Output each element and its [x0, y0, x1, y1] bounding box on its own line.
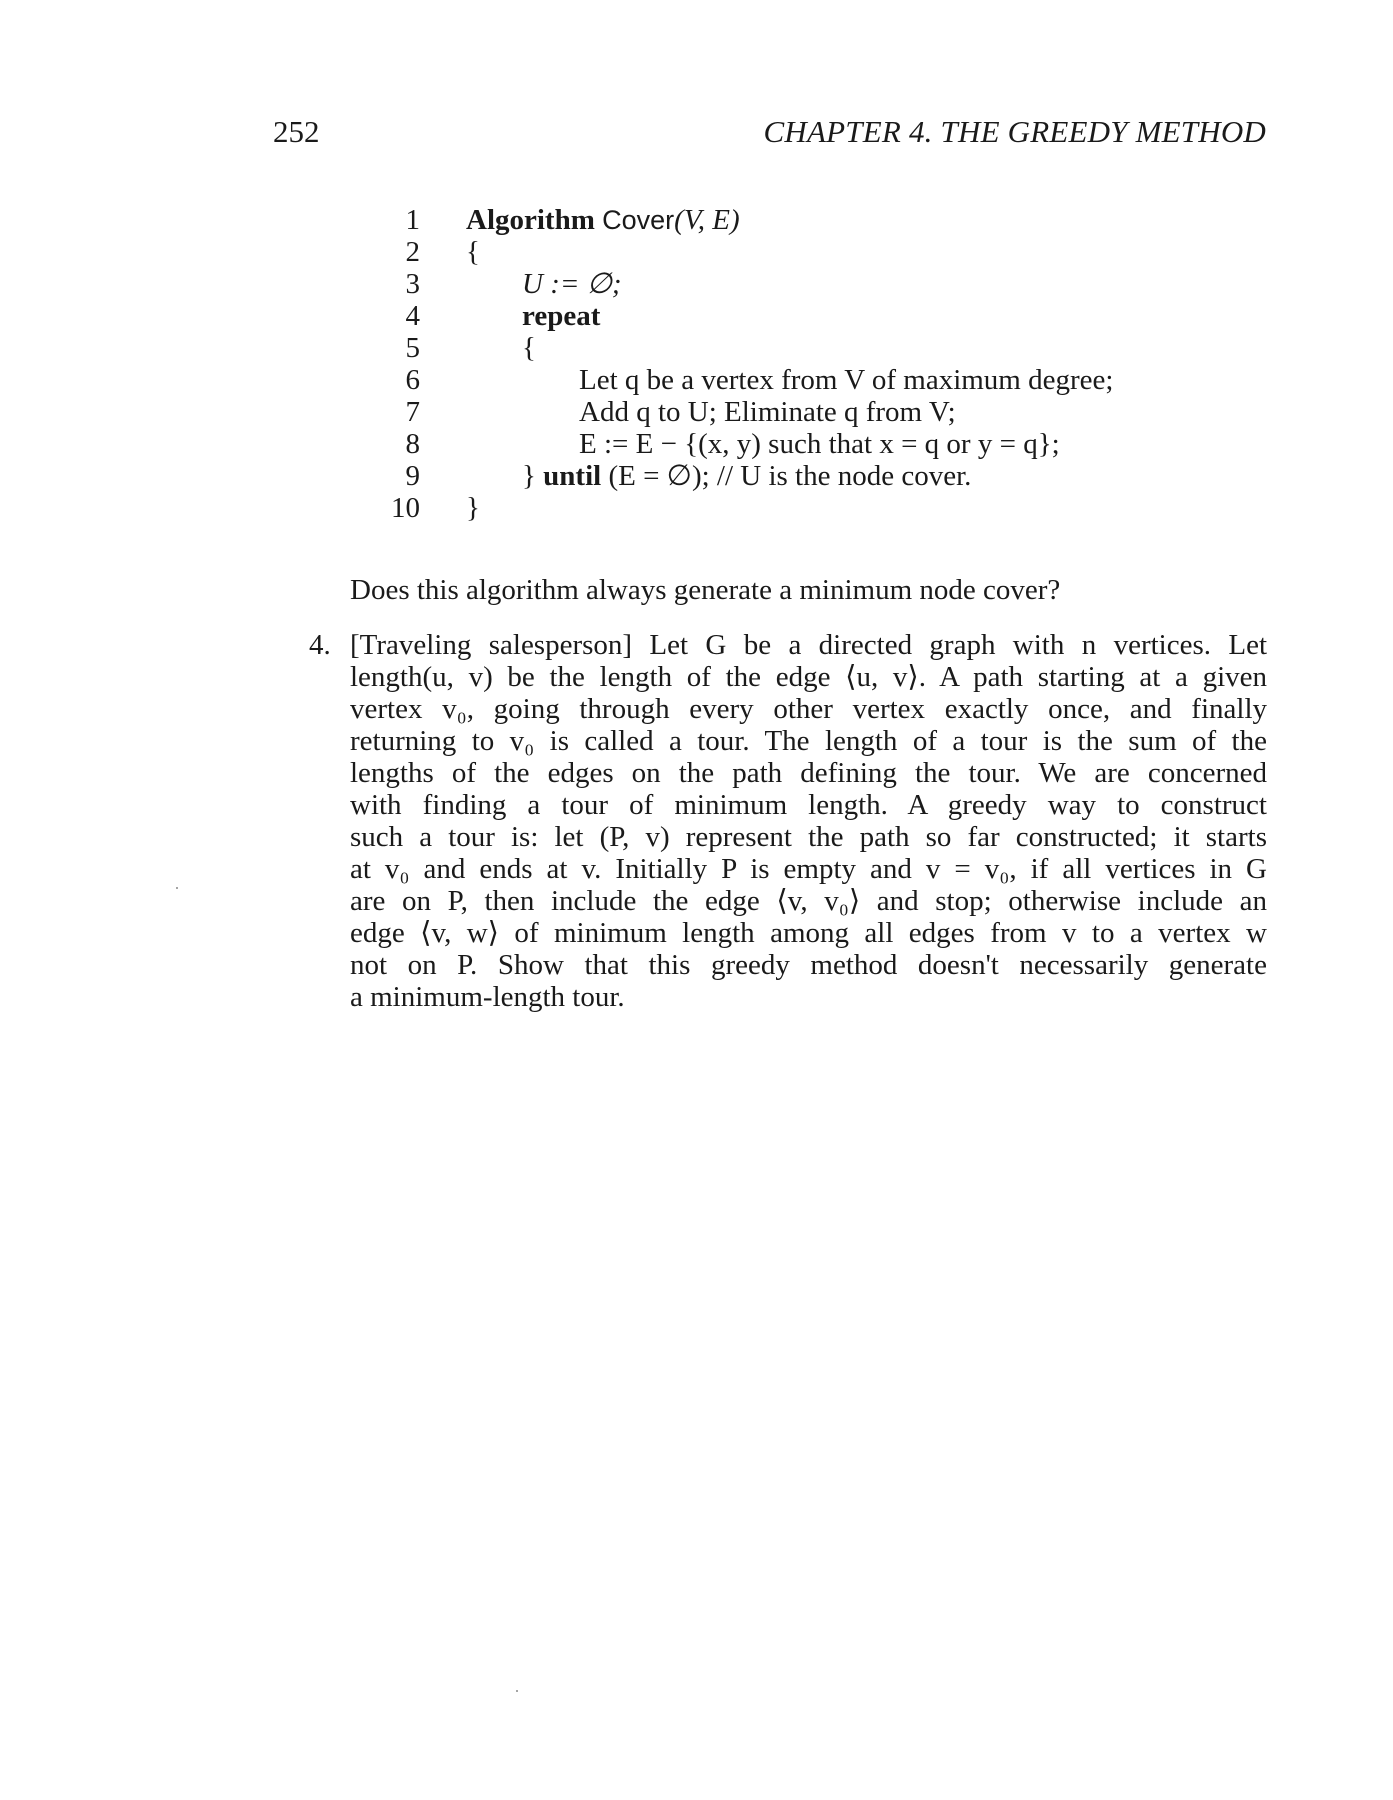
exercise-line: [Traveling salesperson] Let G be a directed graph with n vertices. Let	[350, 629, 1267, 661]
line-number: 5	[405, 332, 420, 364]
running-head: CHAPTER 4. THE GREEDY METHOD	[763, 114, 1266, 149]
algorithm-params: (V, E)	[674, 204, 740, 236]
code-statement: Add q to U; Eliminate q from V;	[579, 396, 956, 428]
page-number: 252	[273, 114, 320, 149]
open-brace: {	[522, 332, 536, 364]
line-number: 4	[405, 300, 420, 332]
close-brace: }	[466, 492, 480, 524]
line-number: 10	[391, 492, 420, 524]
algorithm-name: Cover	[602, 205, 675, 235]
exercise-line: with finding a tour of minimum length. A greedy way to construct	[350, 789, 1267, 821]
line-number: 9	[405, 460, 420, 492]
exercise-line: returning to v₀ is called a tour. The length of a tour is the sum of the	[350, 725, 1267, 757]
code-statement: U := ∅;	[522, 268, 622, 300]
exercise-line: are on P, then include the edge ⟨v, v₀⟩ and stop; otherwise include an	[350, 885, 1267, 917]
exercise-line: a minimum-length tour.	[350, 981, 625, 1013]
keyword-algorithm: Algorithm	[466, 204, 595, 236]
keyword-repeat: repeat	[522, 300, 601, 332]
algorithm-header	[466, 204, 740, 236]
exercise-line: not on P. Show that this greedy method doesn't necessarily generate	[350, 949, 1267, 981]
keyword-until: until	[543, 460, 602, 492]
exercise-line: at v₀ and ends at v. Initially P is empty and v = v₀, if all vertices in G	[350, 853, 1267, 885]
open-brace: {	[466, 236, 480, 268]
exercise-text	[350, 629, 1267, 1013]
close-brace: }	[522, 460, 536, 492]
line-number: 8	[405, 428, 420, 460]
line-number: 6	[405, 364, 420, 396]
question-text: Does this algorithm always generate a minimum node cover?	[350, 574, 1061, 606]
scan-speck	[176, 887, 178, 889]
exercise-line: vertex v₀, going through every other vertex exactly once, and finally	[350, 693, 1267, 725]
scan-speck	[516, 1690, 518, 1692]
until-statement	[522, 460, 971, 492]
exercise-line: length(u, v) be the length of the edge ⟨u, v⟩. A path starting at a given	[350, 661, 1267, 693]
line-number: 1	[405, 204, 420, 236]
line-number: 2	[405, 236, 420, 268]
code-statement: E := E − {(x, y) such that x = q or y = q};	[579, 428, 1060, 460]
line-number: 7	[405, 396, 420, 428]
exercise-line: such a tour is: let (P, v) represent the path so far constructed; it starts	[350, 821, 1267, 853]
exercise-line: edge ⟨v, w⟩ of minimum length among all edges from v to a vertex w	[350, 917, 1267, 949]
line-number: 3	[405, 268, 420, 300]
exercise-line: lengths of the edges on the path defining the tour. We are concerned	[350, 757, 1267, 789]
until-condition: (E = ∅); // U is the node cover.	[608, 460, 972, 492]
exercise-number: 4.	[309, 629, 331, 661]
code-statement: Let q be a vertex from V of maximum degree;	[579, 364, 1114, 396]
